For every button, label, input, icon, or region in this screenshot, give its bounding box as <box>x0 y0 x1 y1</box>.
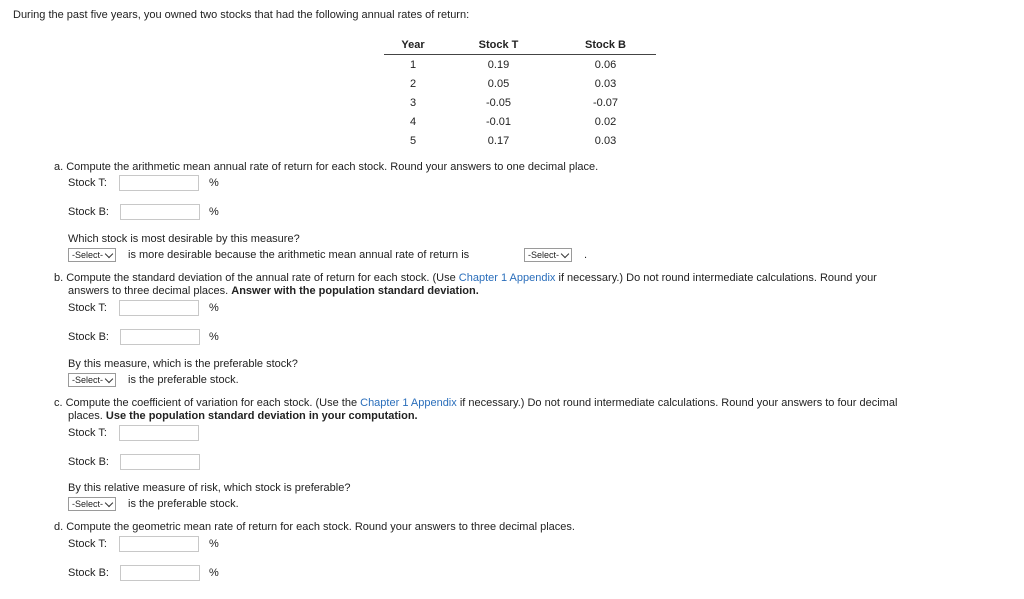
part-d-stock-b-percent: % <box>209 567 219 579</box>
table-header-row <box>384 36 656 55</box>
part-c-text-2: if necessary.) Do not round intermediate calculations. Round your answers to four decimal <box>459 397 898 409</box>
part-a-stock-b-label: Stock B: <box>68 206 109 218</box>
cell-stock-b: -0.07 <box>592 96 619 109</box>
part-a-stock-select[interactable] <box>68 248 116 262</box>
part-d-stock-b-input[interactable] <box>120 565 200 581</box>
part-b-stock-t-input[interactable] <box>119 300 199 316</box>
select-label: -Select- <box>72 375 104 385</box>
chevron-down-icon <box>561 249 569 257</box>
part-c-followup: By this relative measure of risk, which stock is preferable? <box>68 482 351 494</box>
part-a-period: . <box>584 249 588 261</box>
part-b-text-1: b. Compute the standard deviation of the annual rate of return for each stock. (Use <box>54 272 456 284</box>
part-a-followup: Which stock is most desirable by this measure? <box>68 233 300 245</box>
select-label: -Select- <box>72 499 104 509</box>
part-b-followup: By this measure, which is the preferable stock? <box>68 358 298 370</box>
part-d-stock-b-label: Stock B: <box>68 567 109 579</box>
cell-stock-t: 0.17 <box>487 135 510 148</box>
header-stock-b: Stock B <box>555 36 656 55</box>
cell-stock-t: -0.01 <box>485 116 512 129</box>
part-b-text-3: answers to three decimal places. <box>68 285 229 297</box>
part-a-comparison-select[interactable] <box>524 248 572 262</box>
part-b-stock-t-label: Stock T: <box>68 302 107 314</box>
cell-stock-t: 0.19 <box>487 58 510 71</box>
part-a-stock-t-input[interactable] <box>119 175 199 191</box>
part-c-stock-b-label: Stock B: <box>68 456 109 468</box>
part-b-stock-b-percent: % <box>209 331 219 343</box>
chevron-down-icon <box>105 498 113 506</box>
table-row <box>384 113 656 132</box>
cell-stock-b: 0.03 <box>594 135 617 148</box>
header-year: Year <box>384 36 442 55</box>
returns-table <box>384 36 656 151</box>
header-stock-t: Stock T <box>442 36 555 55</box>
part-b-stock-t-percent: % <box>209 302 219 314</box>
part-c-appendix-link[interactable]: Chapter 1 Appendix <box>360 397 457 409</box>
part-d-stock-t-input[interactable] <box>119 536 199 552</box>
part-a-stock-b-percent: % <box>209 206 219 218</box>
chevron-down-icon <box>105 249 113 257</box>
cell-stock-b: 0.02 <box>594 116 617 129</box>
chevron-down-icon <box>105 374 113 382</box>
part-b-appendix-link[interactable]: Chapter 1 Appendix <box>458 272 556 284</box>
cell-year: 2 <box>409 77 417 90</box>
table-row <box>384 74 656 93</box>
part-c-stock-b-input[interactable] <box>120 454 200 470</box>
part-c-text-3: places. <box>68 410 103 422</box>
part-c-text-1: c. Compute the coefficient of variation for each stock. (Use the <box>54 397 358 409</box>
part-b-stock-select[interactable] <box>68 373 116 387</box>
part-b-bold-text: Answer with the population standard deviation. <box>231 285 479 297</box>
part-c-stock-t-label: Stock T: <box>68 427 107 439</box>
cell-year: 1 <box>409 58 417 71</box>
part-a-stock-t-percent: % <box>209 177 219 189</box>
part-b-stock-b-input[interactable] <box>120 329 200 345</box>
cell-stock-t: -0.05 <box>485 96 512 109</box>
cell-stock-b: 0.03 <box>594 77 617 90</box>
table-row <box>384 132 656 151</box>
table-row <box>384 55 656 75</box>
part-c-stock-t-input[interactable] <box>119 425 199 441</box>
cell-year: 4 <box>409 116 417 129</box>
part-a-stock-t-label: Stock T: <box>68 177 107 189</box>
part-b-question-line1 <box>54 272 877 284</box>
table-row <box>384 93 656 112</box>
part-c-sentence: is the preferable stock. <box>128 498 239 510</box>
part-a-sentence: is more desirable because the arithmetic mean annual rate of return is <box>128 249 470 261</box>
cell-stock-t: 0.05 <box>487 77 510 90</box>
select-label: -Select- <box>72 250 104 260</box>
part-c-question-line2 <box>68 410 418 422</box>
cell-year: 3 <box>409 96 417 109</box>
select-label: -Select- <box>528 250 560 260</box>
part-c-question-line1 <box>54 397 897 409</box>
part-d-stock-t-percent: % <box>209 538 219 550</box>
part-b-sentence: is the preferable stock. <box>128 374 239 386</box>
part-b-text-2: if necessary.) Do not round intermediate calculations. Round your <box>558 272 877 284</box>
part-d-stock-t-label: Stock T: <box>68 538 107 550</box>
intro-text: During the past five years, you owned two stocks that had the following annual rates of return: <box>13 9 470 21</box>
part-b-question-line2 <box>68 285 479 297</box>
part-a-question: a. Compute the arithmetic mean annual rate of return for each stock. Round your answers to one decimal place. <box>54 161 599 173</box>
cell-stock-b: 0.06 <box>594 58 617 71</box>
part-b-stock-b-label: Stock B: <box>68 331 109 343</box>
part-d-question: d. Compute the geometric mean rate of return for each stock. Round your answers to three decimal places. <box>54 521 575 533</box>
part-c-bold-text: Use the population standard deviation in your computation. <box>105 410 418 422</box>
part-a-stock-b-input[interactable] <box>120 204 200 220</box>
cell-year: 5 <box>409 135 417 148</box>
part-c-stock-select[interactable] <box>68 497 116 511</box>
